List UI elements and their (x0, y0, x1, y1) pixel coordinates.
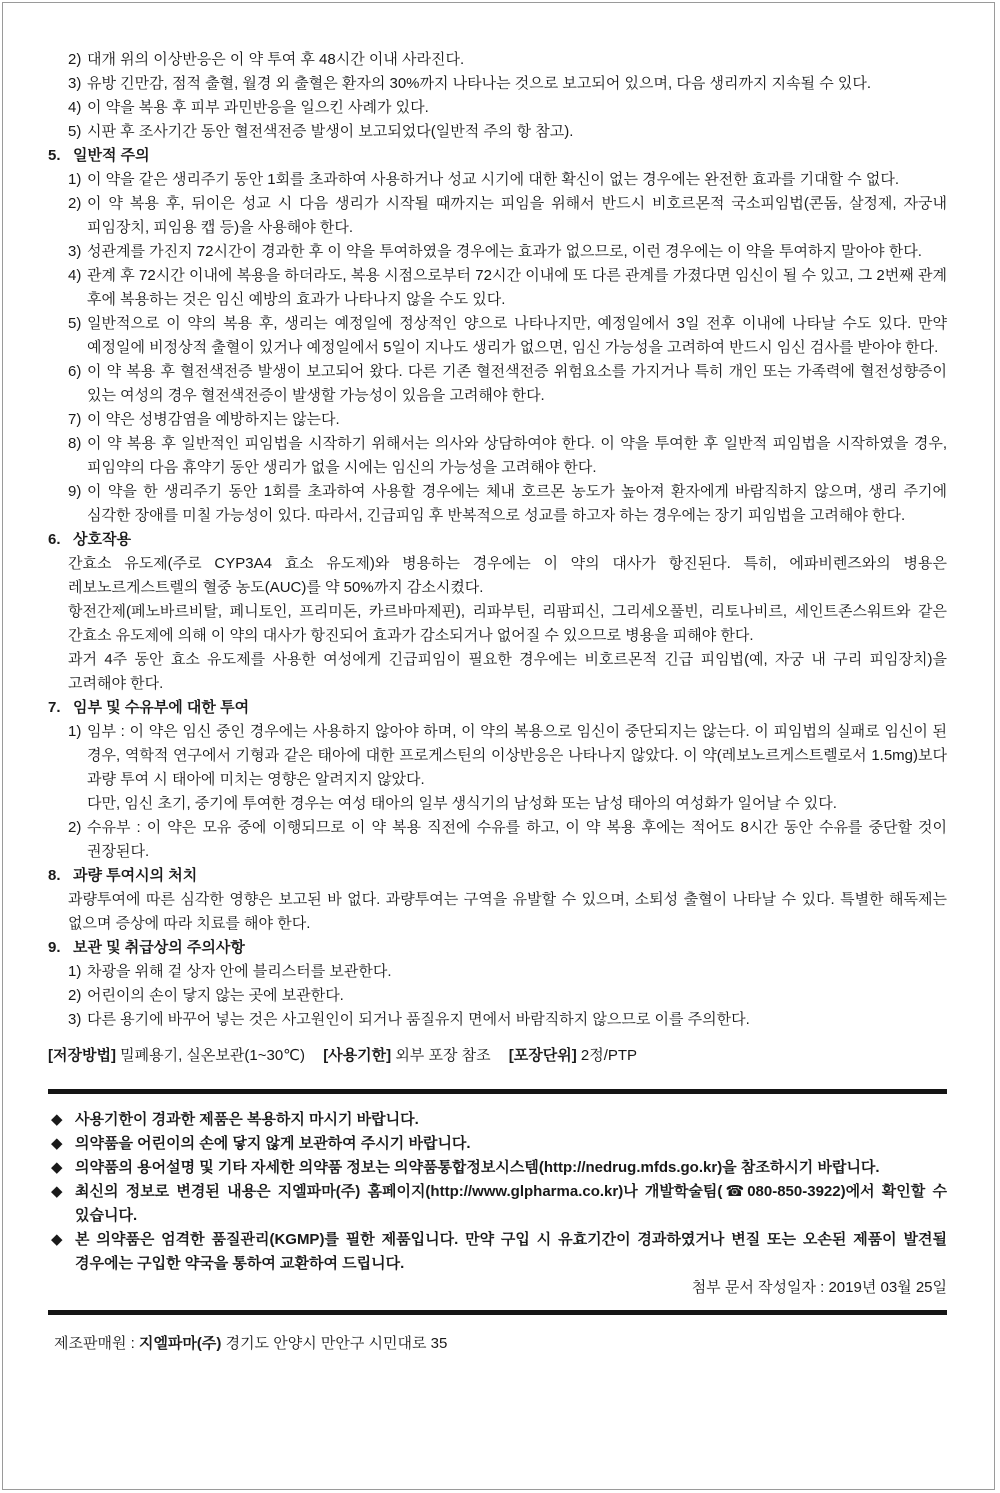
list-item (68, 96, 947, 120)
storage-info-line (48, 1044, 947, 1068)
list-item (68, 1008, 947, 1032)
item-text: 차광을 위해 겉 상자 안에 블리스터를 보관한다. (87, 963, 392, 980)
section-heading (48, 864, 947, 888)
item-number: 5) (68, 315, 82, 332)
list-item (68, 432, 947, 480)
diamond-bullet-icon: ◆ (51, 1135, 63, 1152)
section-heading (48, 936, 947, 960)
document-date-line: 첨부 문서 작성일자 : 2019년 03월 25일 (691, 1279, 947, 1296)
section-heading (48, 696, 947, 720)
item-number: 2) (68, 51, 82, 68)
notice-item (51, 1228, 947, 1276)
list-item (68, 720, 947, 792)
item-number: 8) (68, 435, 82, 452)
section-number: 5. (48, 147, 61, 164)
item-text: 이 약을 같은 생리주기 동안 1회를 초과하여 사용하거나 성교 시기에 대한 확신이 없는 경우에는 완전한 효과를 기대할 수 없다. (87, 171, 900, 188)
leaflet-page (2, 2, 995, 1490)
section-title: 일반적 주의 (73, 147, 150, 164)
manufacturer-name: 지엘파마(주) (138, 1335, 222, 1352)
list-item (68, 984, 947, 1008)
item-text: 이 약 복용 후 혈전색전증 발생이 보고되어 왔다. 다른 기존 혈전색전증 위험요소를 가지거나 특히 개인 또는 가족력에 혈전성향증이 있는 여성의 경우 혈전색전증이 발생할 가능성이 있음을 고려해야 한다. (87, 363, 947, 404)
item-number: 3) (68, 1011, 82, 1028)
item-number: 7) (68, 411, 82, 428)
section-number: 7. (48, 699, 61, 716)
diamond-bullet-icon: ◆ (51, 1183, 63, 1200)
item-text: 이 약을 한 생리주기 동안 1회를 초과하여 사용할 경우에는 체내 호르몬 농도가 높아져 환자에게 바람직하지 않으며, 생리 주기에 심각한 장애를 미칠 가능성이 있다. 따라서, 긴급피임 후 반복적으로 성교를 하고자 하는 경우에는 장기 피임법을 고려해야 한다. (87, 483, 947, 524)
paragraph: 항전간제(페노바르비탈, 페니토인, 프리미돈, 카르바마제핀), 리파부틴, 리팜피신, 그리세오풀빈, 리토나비르, 세인트존스워트와 같은 간효소 유도제에 의해 이 약의 대사가 항진되어 효과가 감소되거나 없어질 수 있으므로 병용을 피해야 한다. (68, 603, 947, 644)
sub-paragraph: 다만, 임신 초기, 중기에 투여한 경우는 여성 태아의 일부 생식기의 남성화 또는 남성 태아의 여성화가 일어날 수 있다. (87, 795, 837, 812)
notice-item (51, 1108, 947, 1132)
item-text: 성관계를 가진지 72시간이 경과한 후 이 약을 투여하였을 경우에는 효과가 없으므로, 이런 경우에는 이 약을 투여하지 말아야 한다. (87, 243, 922, 260)
manufacturer-label: 제조판매원 : (54, 1335, 139, 1352)
notice-item (51, 1132, 947, 1156)
item-number: 3) (68, 75, 82, 92)
manufacturer-address: 경기도 안양시 만안구 시민대로 35 (221, 1335, 448, 1352)
list-item (68, 480, 947, 528)
item-number: 4) (68, 267, 82, 284)
item-text: 다른 용기에 바꾸어 넣는 것은 사고원인이 되거나 품질유지 면에서 바람직하지 않으므로 이를 주의한다. (87, 1011, 750, 1028)
section-number: 9. (48, 939, 61, 956)
item-number: 1) (68, 963, 82, 980)
notice-text: 최신의 정보로 변경된 내용은 지엘파마(주) 홈페이지(http://www.glpharma.co.kr)나 개발학술팀(☎080-850-3922)에서 확인할 수 있습니다. (75, 1183, 947, 1224)
list-item (68, 240, 947, 264)
paragraph: 과거 4주 동안 효소 유도제를 사용한 여성에게 긴급피임이 필요한 경우에는 비호르몬적 긴급 피임법(예, 자궁 내 구리 피임장치)을 고려해야 한다. (68, 651, 947, 692)
list-item (68, 168, 947, 192)
section-number: 8. (48, 867, 61, 884)
item-number: 1) (68, 723, 82, 740)
paragraph: 과량투여에 따른 심각한 영향은 보고된 바 없다. 과량투여는 구역을 유발할 수 있으며, 소퇴성 출혈이 나타날 수 있다. 특별한 해독제는 없으며 증상에 따라 치료를 해야 한다. (68, 891, 947, 932)
storage-method-value: 밀폐용기, 실온보관(1~30℃) (120, 1047, 306, 1064)
list-item (68, 192, 947, 240)
notice-item (51, 1156, 947, 1180)
item-number: 5) (68, 123, 82, 140)
document-body (48, 48, 947, 1032)
item-text: 이 약은 성병감염을 예방하지는 않는다. (87, 411, 340, 428)
notice-text: 본 의약품은 엄격한 품질관리(KGMP)를 필한 제품입니다. 만약 구입 시 유효기간이 경과하였거나 변질 또는 오손된 제품이 발견될 경우에는 구입한 약국을 통하여 교환하여 드립니다. (75, 1231, 947, 1272)
item-text: 대개 위의 이상반응은 이 약 투여 후 48시간 이내 사라진다. (87, 51, 465, 68)
list-item (68, 816, 947, 864)
notice-item (51, 1180, 947, 1228)
item-text: 유방 긴만감, 점적 출혈, 월경 외 출혈은 환자의 30%까지 나타나는 것으로 보고되어 있으며, 다음 생리까지 지속될 수 있다. (87, 75, 872, 92)
item-number: 9) (68, 483, 82, 500)
list-item (68, 960, 947, 984)
list-item (68, 264, 947, 312)
pack-unit-label: [포장단위] (508, 1047, 577, 1064)
content-area (3, 3, 994, 1356)
item-number: 3) (68, 243, 82, 260)
item-number: 6) (68, 363, 82, 380)
item-text: 이 약 복용 후 일반적인 피임법을 시작하기 위해서는 의사와 상담하여야 한다. 이 약을 투여한 후 일반적 피임법을 시작하였을 경우, 피임약의 다음 휴약기 동안 생리가 없을 시에는 임신의 가능성을 고려해야 한다. (87, 435, 947, 476)
item-number: 2) (68, 819, 82, 836)
diamond-bullet-icon: ◆ (51, 1231, 63, 1248)
storage-method-label: [저장방법] (48, 1047, 116, 1064)
item-text: 이 약 복용 후, 뒤이은 성교 시 다음 생리가 시작될 때까지는 피임을 위해서 반드시 비호르몬적 국소피임법(콘돔, 살정제, 자궁내 피임장치, 피임용 캡 등)을 사용해야 한다. (87, 195, 947, 236)
expiry-label: [사용기한] (323, 1047, 392, 1064)
item-text: 어린이의 손이 닿지 않는 곳에 보관한다. (87, 987, 344, 1004)
paragraph: 간효소 유도제(주로 CYP3A4 효소 유도제)와 병용하는 경우에는 이 약의 대사가 항진된다. 특히, 에파비렌즈와의 병용은 레보노르게스트렐의 혈중 농도(AUC)를 약 50%까지 감소시켰다. (68, 555, 947, 596)
item-number: 4) (68, 99, 82, 116)
item-number: 2) (68, 987, 82, 1004)
item-text: 관계 후 72시간 이내에 복용을 하더라도, 복용 시점으로부터 72시간 이내에 또 다른 관계를 가졌다면 임신이 될 수 있고, 그 2번째 관계 후에 복용하는 것은 임신 예방의 효과가 나타나지 않을 수도 있다. (87, 267, 947, 308)
diamond-bullet-icon: ◆ (51, 1159, 63, 1176)
notice-list (48, 1108, 947, 1276)
divider-bar-top (48, 1089, 947, 1094)
list-item (68, 72, 947, 96)
section-title: 과량 투여시의 처치 (73, 867, 198, 884)
section-number: 6. (48, 531, 61, 548)
section-title: 상호작용 (73, 531, 131, 548)
divider-bar-bottom (48, 1310, 947, 1315)
list-item (68, 48, 947, 72)
item-text: 시판 후 조사기간 동안 혈전색전증 발생이 보고되었다(일반적 주의 항 참고). (87, 123, 574, 140)
list-item (68, 408, 947, 432)
expiry-value: 외부 포장 참조 (395, 1047, 491, 1064)
list-item (68, 312, 947, 360)
item-text: 일반적으로 이 약의 복용 후, 생리는 예정일에 정상적인 양으로 나타나지만, 예정일에서 3일 전후 이내에 나타날 수도 있다. 만약 예정일에 비정상적 출혈이 있거나 예정일에서 5일이 지나도 생리가 없으면, 임신 가능성을 고려하여 반드시 임신 검사를 받아야 한다. (87, 315, 947, 356)
manufacturer-line (48, 1332, 947, 1356)
item-text: 이 약을 복용 후 피부 과민반응을 일으킨 사례가 있다. (87, 99, 429, 116)
list-item (68, 360, 947, 408)
section-heading (48, 528, 947, 552)
item-number: 1) (68, 171, 82, 188)
section-title: 임부 및 수유부에 대한 투여 (73, 699, 250, 716)
pack-unit-value: 2정/PTP (580, 1047, 638, 1064)
notice-text: 사용기한이 경과한 제품은 복용하지 마시기 바랍니다. (75, 1111, 419, 1128)
section-title: 보관 및 취급상의 주의사항 (73, 939, 245, 956)
diamond-bullet-icon: ◆ (51, 1111, 63, 1128)
item-text: 임부 : 이 약은 임신 중인 경우에는 사용하지 않아야 하며, 이 약의 복용으로 임신이 중단되지는 않는다. 이 피임법의 실패로 임신이 된 경우, 역학적 연구에서 기형과 같은 태아에 대한 프로게스틴의 이상반응은 나타나지 않았다. 이 약(레보노르게스트렐로서 1.5mg)보다 과량 투여 시 태아에 미치는 영향은 알려지지 않았다. (87, 723, 947, 788)
notice-text: 의약품을 어린이의 손에 닿지 않게 보관하여 주시기 바랍니다. (75, 1135, 471, 1152)
list-item (68, 120, 947, 144)
item-text: 수유부 : 이 약은 모유 중에 이행되므로 이 약 복용 직전에 수유를 하고, 이 약 복용 후에는 적어도 8시간 동안 수유를 중단할 것이 권장된다. (87, 819, 947, 860)
item-number: 2) (68, 195, 82, 212)
section-heading (48, 144, 947, 168)
notice-text: 의약품의 용어설명 및 기타 자세한 의약품 정보는 의약품통합정보시스템(http://nedrug.mfds.go.kr)을 참조하시기 바랍니다. (75, 1159, 880, 1176)
